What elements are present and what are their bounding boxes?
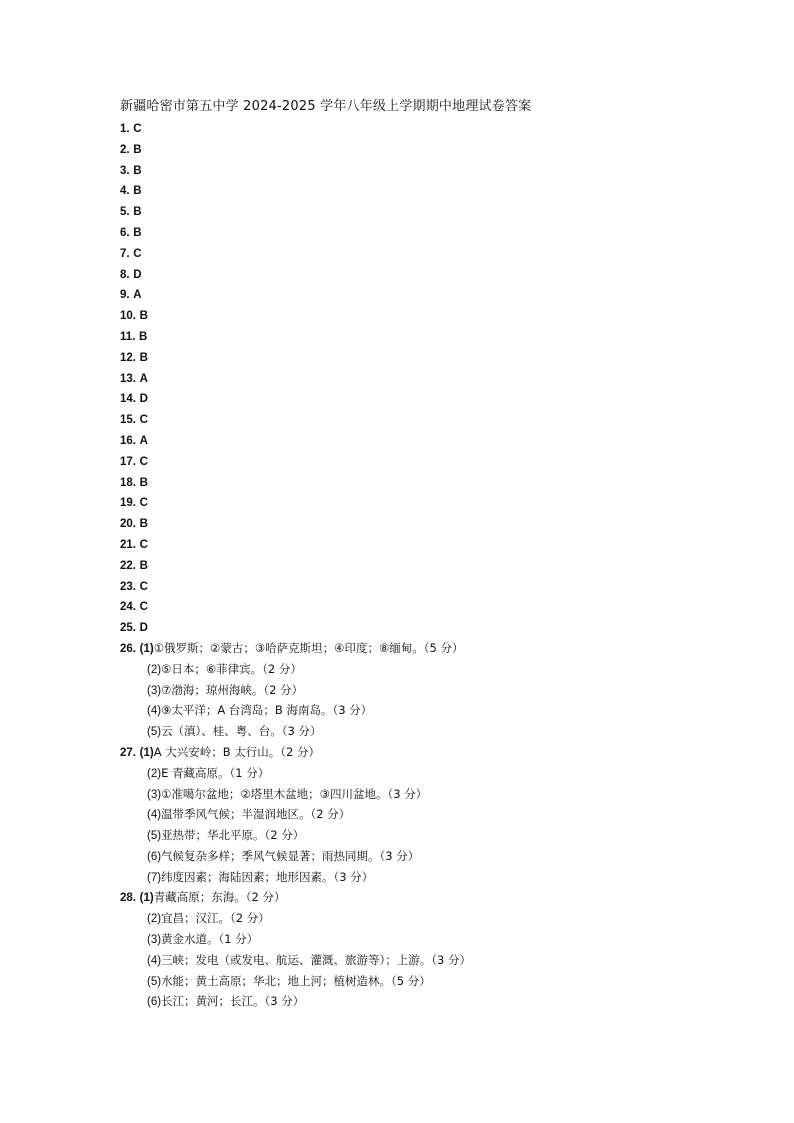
answer-row [120,222,760,243]
sub-answer-row [120,721,760,742]
answer-row [120,513,760,534]
question-number: 11. [120,330,136,343]
answer-row [120,326,760,347]
part-label: (6) [147,996,162,1009]
answer-row [120,409,760,430]
part-label: (5) [147,975,162,988]
answer-choice: A [139,434,148,447]
part-label: (2) [147,913,162,926]
sub-answer-row [120,991,760,1012]
question-number: 6. [120,226,130,239]
question-number: 23. [120,580,136,593]
question-number: 18. [120,476,136,489]
sub-answer-row [120,950,760,971]
sub-answer-row [120,887,760,908]
part-answer-text: 宜昌；汉江。（2 分） [161,911,270,926]
question-number: 16. [120,434,136,447]
answer-row [120,160,760,181]
sub-answer-row [120,971,760,992]
sub-answer-row [120,804,760,825]
answer-row [120,555,760,576]
question-number: 26. [120,642,136,655]
answer-choice: B [133,206,142,219]
question-number: 5. [120,206,130,219]
part-label: (5) [147,830,162,843]
sub-answer-row [120,867,760,888]
sub-answer-row [120,825,760,846]
part-answer-text: 黄金水道。（1 分） [161,932,259,947]
question-number: 9. [120,289,130,302]
question-number: 4. [120,185,130,198]
part-answer-text: 青藏高原；东海。（2 分） [153,890,286,905]
answer-row [120,201,760,222]
answer-choice: C [139,538,148,551]
answer-choice: C [133,247,142,260]
part-answer-text: ①俄罗斯；②蒙古；③哈萨克斯坦；④印度；⑧缅甸。（5 分） [153,640,464,655]
part-answer-text: ①准噶尔盆地；②塔里木盆地；③四川盆地。（3 分） [161,786,428,801]
question-number: 27. [120,746,136,759]
answer-choice: C [139,601,148,614]
answer-choice: A [133,289,142,302]
question-number: 22. [120,559,136,572]
answer-row [120,492,760,513]
answer-choice: B [139,476,148,489]
question-number: 15. [120,414,136,427]
answer-row [120,180,760,201]
answer-choice: B [139,518,148,531]
answer-choice: C [139,497,148,510]
question-number: 19. [120,497,136,510]
part-answer-text: ⑨太平洋；A 台湾岛；B 海南岛。（3 分） [161,703,373,718]
answer-row [120,243,760,264]
part-answer-text: 水能；黄土高原；华北；地上河；植树造林。（5 分） [161,973,431,988]
part-label: (1) [139,746,154,759]
answer-choice: B [139,330,148,343]
sub-answer-row [120,763,760,784]
answer-choice: C [139,455,148,468]
answer-row [120,596,760,617]
answer-choice: D [139,393,148,406]
answer-row [120,451,760,472]
sub-answer-row [120,929,760,950]
part-answer-text: E 青藏高原。（1 分） [161,765,270,780]
question-26-answers [120,638,760,742]
question-number: 8. [120,268,130,281]
answer-choice: C [139,580,148,593]
part-label: (4) [147,705,162,718]
question-number: 2. [120,143,130,156]
answer-row [120,118,760,139]
part-answer-text: ⑤日本；⑥菲律宾。（2 分） [161,661,302,676]
answer-row [120,347,760,368]
part-answer-text: A 大兴安岭；B 太行山。（2 分） [153,744,321,759]
question-number: 20. [120,518,136,531]
sub-answer-row [120,908,760,929]
question-number: 1. [120,123,130,135]
part-answer-text: 温带季风气候；半湿润地区。（2 分） [161,807,351,822]
answer-row [120,284,760,305]
answer-row [120,388,760,409]
question-28-answers [120,887,760,1012]
part-answer-text: ⑦渤海；琼州海峡。（2 分） [161,682,304,697]
part-label: (1) [139,892,154,905]
sub-answer-row [120,784,760,805]
answer-sheet [120,98,760,1012]
part-label: (3) [147,684,162,697]
answer-row [120,576,760,597]
question-number: 10. [120,310,136,323]
question-number: 21. [120,538,136,551]
answer-choice: C [133,123,142,135]
answer-row [120,430,760,451]
sub-answer-row [120,659,760,680]
answer-choice: A [139,372,148,385]
answer-choice: B [133,143,142,156]
answer-row [120,534,760,555]
answer-choice: B [133,226,142,239]
part-answer-text: 云（滇）、桂、粤、台。（3 分） [161,724,322,739]
part-label: (1) [139,642,154,655]
part-label: (6) [147,850,162,863]
part-label: (4) [147,954,162,967]
question-number: 13. [120,372,136,385]
sub-answer-row [120,846,760,867]
answer-choice: C [139,414,148,427]
question-number: 3. [120,164,130,177]
part-label: (5) [147,726,162,739]
part-answer-text: 气候复杂多样；季风气候显著；雨热同期。（3 分） [161,848,420,863]
document-title: 新疆哈密市第五中学 2024-2025 学年八年级上学期期中地理试卷答案 [120,99,532,114]
answer-choice: D [139,622,148,635]
part-label: (2) [147,663,162,676]
part-answer-text: 纬度因素；海陆因素；地形因素。（3 分） [161,869,374,884]
sub-answer-row [120,700,760,721]
answer-choice: B [133,185,142,198]
question-number: 28. [120,892,136,905]
part-label: (2) [147,767,162,780]
question-27-answers [120,742,760,888]
sub-answer-row [120,742,760,763]
answer-row [120,139,760,160]
answer-choice: B [139,559,148,572]
answer-choice: B [139,351,148,364]
answer-row [120,264,760,285]
sub-answer-row [120,680,760,701]
answer-row [120,368,760,389]
answer-row [120,617,760,638]
answer-row [120,305,760,326]
answer-choice: D [133,268,142,281]
question-number: 17. [120,455,136,468]
sub-answer-row [120,638,760,659]
part-label: (3) [147,934,162,947]
part-label: (7) [147,871,162,884]
question-number: 12. [120,351,136,364]
answer-choice: B [133,164,142,177]
part-label: (3) [147,788,162,801]
question-number: 25. [120,622,136,635]
question-number: 14. [120,393,136,406]
multiple-choice-answers [120,118,760,638]
part-answer-text: 亚热带；华北平原。（2 分） [161,828,305,843]
part-label: (4) [147,809,162,822]
part-answer-text: 长江；黄河；长江。（3 分） [161,994,305,1009]
question-number: 24. [120,601,136,614]
answer-row [120,472,760,493]
part-answer-text: 三峡；发电（或发电、航运、灌溉、旅游等）；上游。（3 分） [161,952,472,967]
question-number: 7. [120,247,130,260]
answer-choice: B [139,310,148,323]
